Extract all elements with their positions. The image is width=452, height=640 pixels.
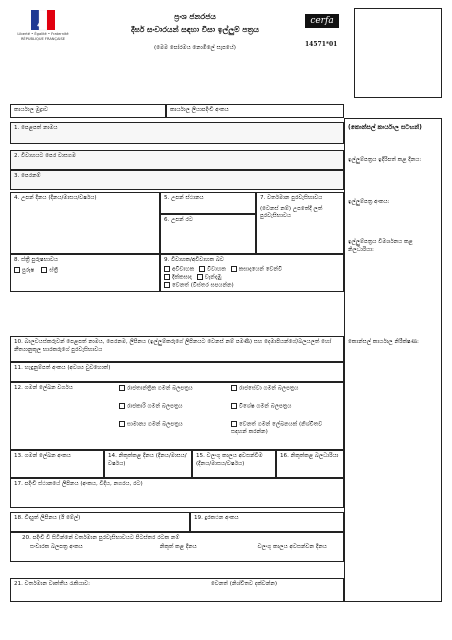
received-date-label: ඉල්ලුම්පත්‍රය ඉදිරිපත් කළ දිනය:	[348, 157, 422, 163]
phone-field[interactable]: 19. දුරකථන අංකය	[190, 512, 344, 532]
ordinary-passport-checkbox[interactable]	[119, 421, 125, 427]
email-field[interactable]: 18. විද්‍යුත් ලිපිනය (ඊ මේල්)	[10, 512, 190, 532]
page-subtitle: (මෙම පෝරමය නොමිලේ සැපයේ)	[154, 45, 236, 51]
diplomatic-passport-checkbox[interactable]	[119, 385, 125, 391]
other-status-checkbox[interactable]	[164, 282, 170, 288]
page-title: දීර්ඝ සංචාරයන් සඳහා වීසා ඉල්ලුම් පත්‍රය	[131, 25, 259, 34]
travel-document-type-field: 12. ගමන් ලේඛන වර්ගය රාජතාන්ත්‍රික ගමන් බලපත්‍රය රාජසේවා ගමන් බලපත්‍රය රාජකාරි ගමන් බලපත්‍රය විශේෂ ගමන් බලපත්‍රය සාමාන්‍ය ගමන් බලපත්‍රය වෙනත් ගමන් ලේඛනයක් (නිශ්චිතව සඳහන් කරන්න)	[10, 382, 344, 450]
id-number-field[interactable]: 11. හැඳුනුම්පත් අංකය (අවශ්‍ය වුවහොත්)	[10, 362, 344, 382]
other-document-checkbox[interactable]	[231, 421, 237, 427]
birth-date-field[interactable]: 4. උපන් දිනය (දිනය/මාසය/වර්ෂය)	[10, 192, 160, 254]
widowed-checkbox[interactable]	[197, 274, 203, 280]
female-checkbox[interactable]	[41, 267, 47, 273]
office-stamp-field: කාර්යාල මුද්‍රාව	[10, 104, 166, 118]
logo-caption: Liberté • Égalité • Fraternité RÉPUBLIQUE FRANÇAISE	[17, 32, 69, 42]
service-passport-checkbox[interactable]	[231, 385, 237, 391]
special-passport-checkbox[interactable]	[231, 403, 237, 409]
married-checkbox[interactable]	[199, 266, 205, 272]
cerfa-logo: cerfa	[305, 14, 339, 28]
consular-notes-label: කොන්සල් කාර්යාල නිරීක්ෂණ:	[348, 339, 419, 345]
registration-number-field: කාර්යාල ලියාපදිංචි අංකය	[166, 104, 344, 118]
single-checkbox[interactable]	[164, 266, 170, 272]
occupation-field[interactable]: 21. වර්තමාන වෘත්තීය රැකියාව: වෙනත් (නිශ්චිතව දක්වන්න)	[10, 578, 344, 602]
separated-checkbox[interactable]	[231, 266, 237, 272]
ministry-title: ප්‍රංශ ජනරජය	[174, 12, 216, 21]
sex-field: 8. ස්ත්‍රී පුරුෂභාවය පුරුෂ ස්ත්‍රී	[10, 254, 160, 292]
examining-officer-label: ඉල්ලුම්පත්‍රය විමර්ශනය කළ නිලධාරියා:	[348, 239, 413, 254]
marianne-flag-icon	[12, 10, 74, 48]
issue-date-field[interactable]: 14. නිකුත්කළ දිනය (දිනය/මාසය/වර්ෂය)	[104, 450, 192, 478]
side-panel-title: (කොන්සල් කාර්යාල සටහන්)	[348, 124, 422, 131]
surname-field[interactable]: 1. පෙළපත් නාමය	[10, 122, 344, 144]
birth-place-field[interactable]: 5. උපන් ස්ථානය	[160, 192, 256, 214]
occupation-other-label: වෙනත් (නිශ්චිතව දක්වන්න)	[211, 581, 278, 587]
residence-permit-field[interactable]: 20. පදිංචි වී සිටින්නේ වර්තමාන පුරවැසිභාවයට පිටස්තර රටක නම් සංචාරක බලපත්‍ර අංකය නිකුත් කළ දිනය වලංගු කාලය අවසන්වන දිනය	[10, 532, 344, 562]
photo-box	[354, 8, 442, 98]
issuing-authority-field[interactable]: 16. නිකුත්කළ බලධාරියා	[276, 450, 344, 478]
nationality-field[interactable]: 7. වර්තමාන පුරවැසිභාවය (වෙනස් නම්) උපතේදී ලත් පුරවැසිභාවය	[256, 192, 344, 254]
home-address-field[interactable]: 17. පදිංචි ස්ථානයේ ලිපිනය (අංකය, වීදිය, නගරය, රට)	[10, 478, 344, 508]
travel-document-number-field[interactable]: 13. ගමන් ලේඛන අංකය	[10, 450, 104, 478]
divorced-checkbox[interactable]	[164, 274, 170, 280]
side-panel	[344, 118, 442, 602]
first-names-field[interactable]: 3. පෙරනම්	[10, 170, 344, 190]
marital-status-field: 9. විවාහක/අවිවාහක බව අවිවාහක විවාහක කසාදයෙන් වෙන්වී දික්කසාද වැන්දඹු වෙනත් (විස්තර සපයන්න)	[160, 254, 344, 292]
maiden-name-field[interactable]: 2. විවාහයට පෙර වාසගම	[10, 150, 344, 170]
official-passport-checkbox[interactable]	[119, 403, 125, 409]
cerfa-number: 14571*01	[305, 41, 338, 48]
application-number-label: ඉල්ලුම්පත්‍ර අංකය:	[348, 199, 390, 205]
republic-logo	[12, 10, 74, 48]
male-checkbox[interactable]	[14, 267, 20, 273]
expiry-date-field[interactable]: 15. වලංගු කාලය අවසන්වීම (දිනය/මාසය/වර්ෂය)	[192, 450, 276, 478]
birth-country-field[interactable]: 6. උපන් රට	[160, 214, 256, 254]
minor-guardian-field[interactable]: 10. බාලවයස්කරුවන් පෙළපත් නාමය, පෙරනම, ලිපිනය (ඉල්ලුම්කරුගේ ලිපිනයට වෙනස් නම් පමණි) සහ දෙමාපියන්ගේ/බලයලත් හෝ නීත්‍යානුකූල භාරකරුගේ පුරවැසිභාවය	[10, 336, 344, 362]
